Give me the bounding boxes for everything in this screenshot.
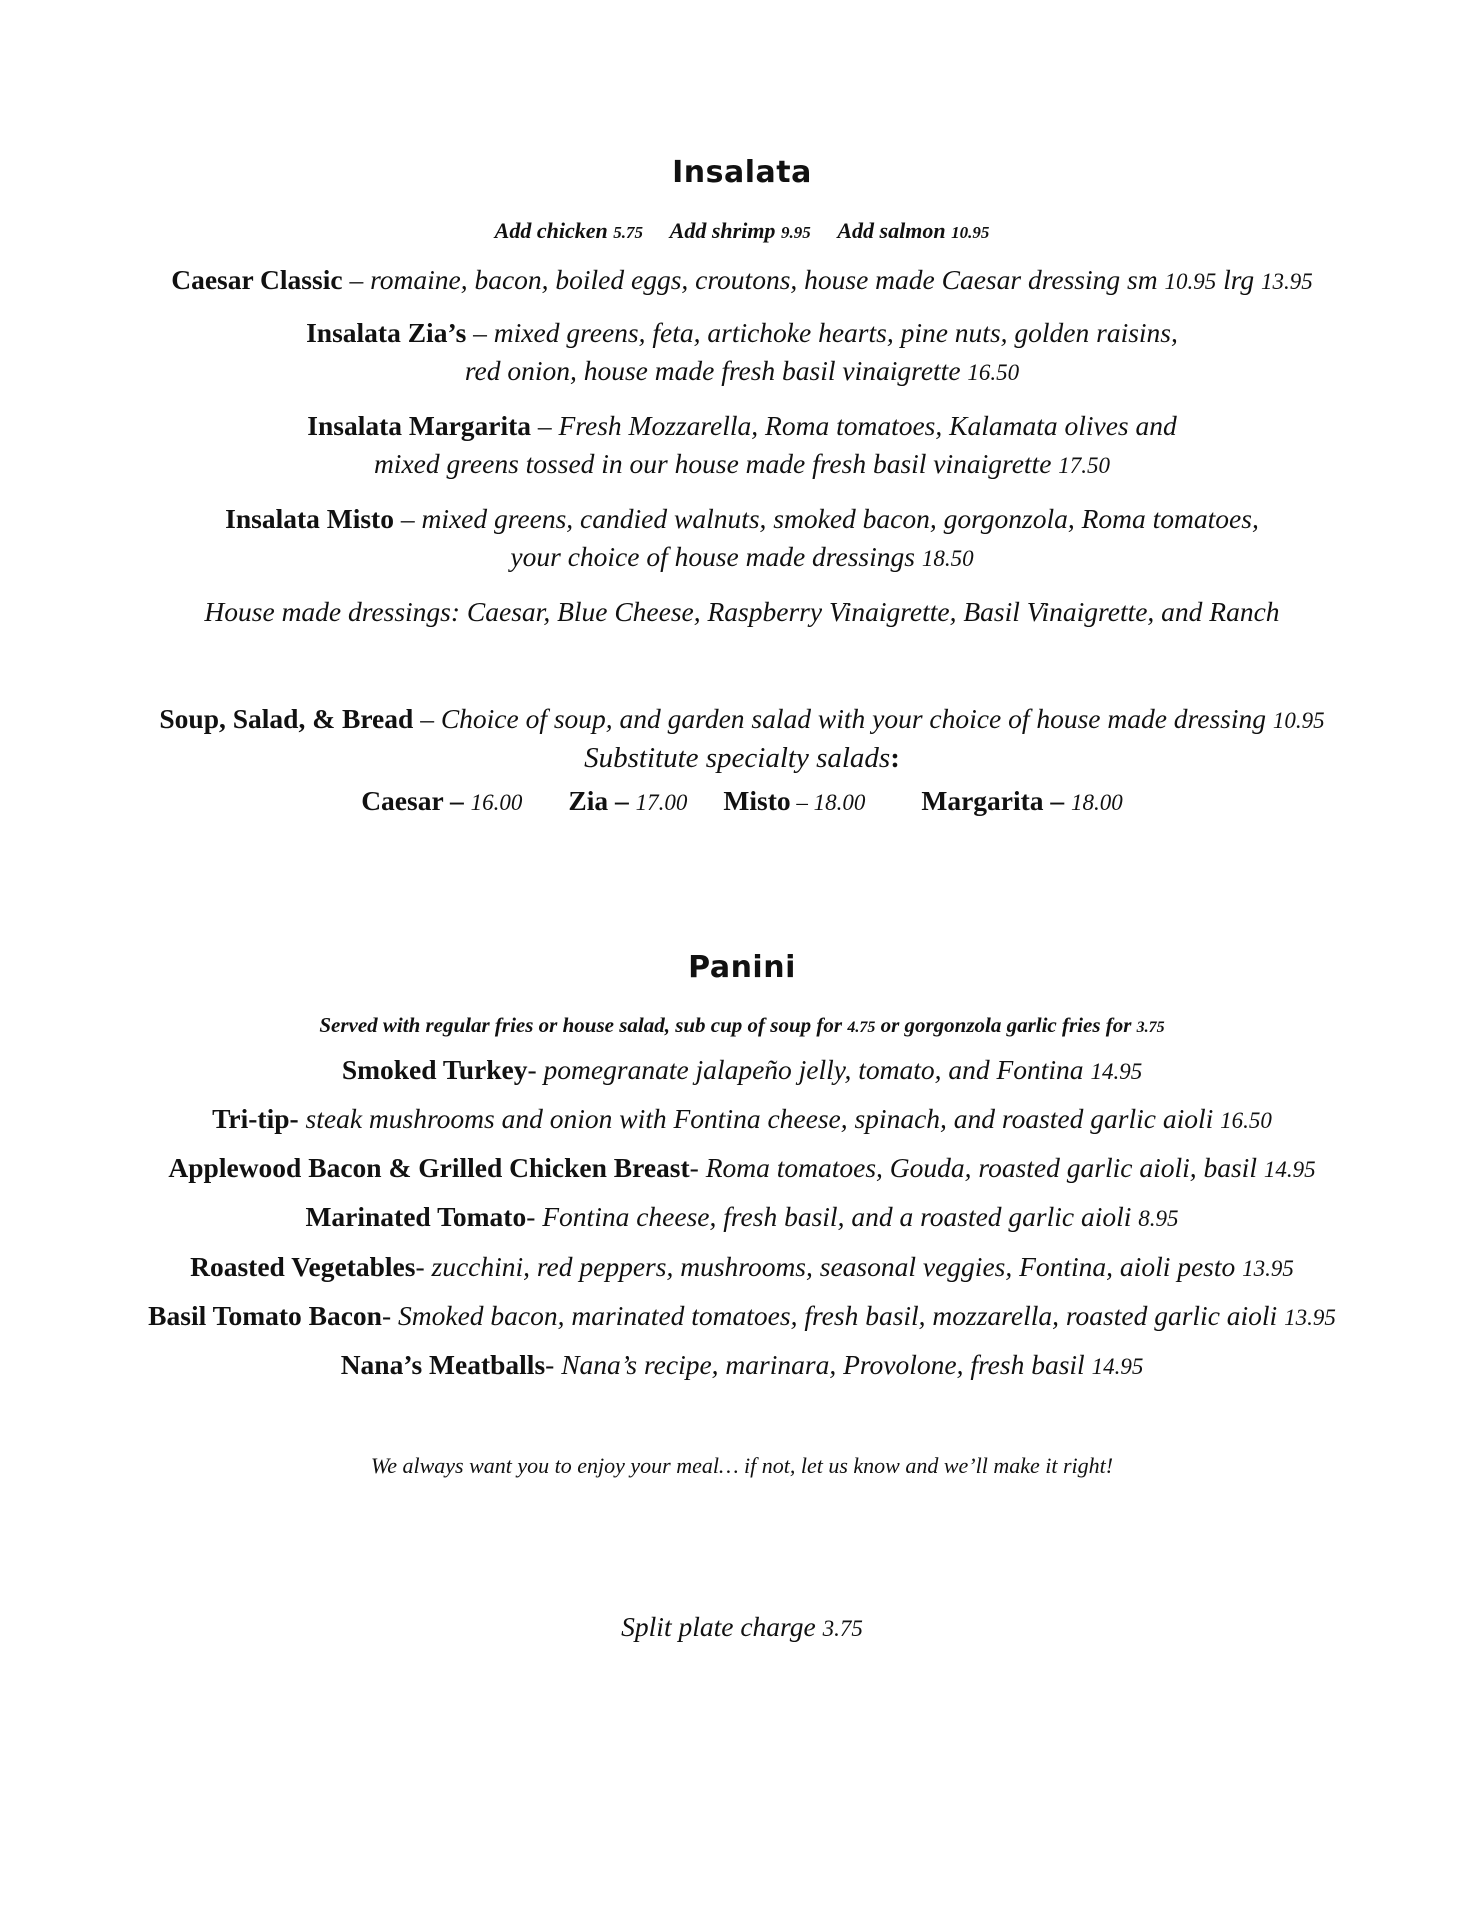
substitute-label: Substitute specialty salads <box>584 742 891 774</box>
insalata-addons <box>60 218 1424 244</box>
item-desc: – Choice of soup, and garden salad with your choice of house made dressing <box>413 703 1273 734</box>
addon-salmon-label: Add salmon <box>837 218 946 243</box>
insalata-heading: Insalata <box>672 155 812 190</box>
panini-item <box>60 1151 1424 1184</box>
panini-item <box>60 1200 1424 1233</box>
addon-salmon-price: 10.95 <box>951 223 990 242</box>
sub-zia-price: 17.00 <box>635 790 688 815</box>
item-name: Smoked Turkey <box>341 1054 528 1085</box>
item-price-small: 10.95 <box>1164 269 1217 294</box>
item-name: Marinated Tomato <box>305 1201 527 1232</box>
sub-misto-sep: – <box>790 790 814 815</box>
item-desc: – mixed greens, candied walnuts, smoked bacon, gorgonzola, Roma tomatoes, <box>393 503 1259 534</box>
item-price: 14.95 <box>1091 1354 1144 1379</box>
split-plate-charge <box>60 1610 1424 1643</box>
item-name: Insalata Misto <box>225 503 394 534</box>
insalata-zias-item <box>60 316 1424 349</box>
item-desc: – mixed greens, feta, artichoke hearts, pine nuts, golden raisins, <box>466 317 1178 348</box>
item-price: 16.50 <box>1220 1108 1272 1133</box>
item-name: Insalata Zia’s <box>306 317 467 348</box>
sub-zia-name: Zia – <box>568 785 636 816</box>
addon-chicken-label: Add chicken <box>494 218 608 243</box>
item-desc: - Roma tomatoes, Gouda, roasted garlic aioli, basil <box>689 1152 1264 1183</box>
item-name: Soup, Salad, & Bread <box>159 703 414 734</box>
item-name: Nana’s Meatballs <box>340 1349 546 1380</box>
substitute-colon: : <box>890 742 900 774</box>
caesar-classic-item <box>60 263 1424 296</box>
satisfaction-note: We always want you to enjoy your meal… if not, let us know and we’ll make it right! <box>370 1453 1114 1478</box>
item-name: Tri-tip- <box>212 1103 299 1134</box>
item-price: 14.95 <box>1263 1157 1316 1182</box>
soup-salad-bread-item <box>60 702 1424 735</box>
item-name: Basil Tomato Bacon <box>148 1300 382 1331</box>
sub-caesar-price: 16.00 <box>470 790 523 815</box>
addon-shrimp-label: Add shrimp <box>669 218 776 243</box>
item-name: Insalata Margarita <box>307 410 532 441</box>
item-desc: - Fontina cheese, fresh basil, and a roasted garlic aioli <box>526 1201 1139 1232</box>
dressings-note <box>60 595 1424 628</box>
item-price-large: 13.95 <box>1261 269 1313 294</box>
sub-misto-name: Misto <box>723 785 791 816</box>
item-desc: - pomegranate jalapeño jelly, tomato, and Fontina <box>527 1054 1091 1085</box>
insalata-margarita-item-cont <box>60 447 1424 480</box>
item-price: 13.95 <box>1242 1256 1294 1281</box>
item-desc: – romaine, bacon, boiled eggs, croutons, house made Caesar dressing sm <box>342 264 1165 295</box>
item-desc: mixed greens tossed in our house made fresh basil vinaigrette <box>373 448 1059 479</box>
item-price: 14.95 <box>1090 1059 1143 1084</box>
panini-item <box>60 1053 1424 1086</box>
item-size-label: lrg <box>1216 264 1262 295</box>
item-name: Roasted Vegetables <box>190 1251 416 1282</box>
item-price: 8.95 <box>1138 1206 1179 1231</box>
panini-item <box>60 1102 1424 1135</box>
sub-caesar-name: Caesar – <box>361 785 471 816</box>
split-price: 3.75 <box>822 1616 863 1641</box>
item-desc: – Fresh Mozzarella, Roma tomatoes, Kalamata olives and <box>531 410 1177 441</box>
substitute-heading <box>60 741 1424 776</box>
addon-shrimp-price: 9.95 <box>780 223 811 242</box>
note-text: or gorgonzola garlic fries for <box>875 1013 1137 1037</box>
item-price: 18.50 <box>921 546 974 571</box>
item-desc: - zucchini, red peppers, mushrooms, seasonal veggies, Fontina, aioli pesto <box>415 1251 1243 1282</box>
sub-misto-price: 18.00 <box>813 790 866 815</box>
addon-chicken-price: 5.75 <box>613 223 643 242</box>
panini-item <box>60 1250 1424 1283</box>
panini-item <box>60 1348 1424 1381</box>
note-fries-price: 3.75 <box>1136 1019 1165 1036</box>
item-price: 16.50 <box>967 360 1020 385</box>
item-desc: red onion, house made fresh basil vinaigrette <box>464 355 968 386</box>
dressings-text: House made dressings: Caesar, Blue Cheese, Raspberry Vinaigrette, Basil Vinaigrette, and Ranch <box>204 596 1280 627</box>
item-price: 17.50 <box>1058 453 1111 478</box>
panini-item <box>60 1299 1424 1332</box>
item-name: Applewood Bacon & Grilled Chicken Breast <box>168 1152 690 1183</box>
panini-sides-note <box>60 1013 1424 1038</box>
note-text: Served with regular fries or house salad, sub cup of soup for <box>319 1013 848 1037</box>
item-price: 10.95 <box>1272 708 1325 733</box>
split-label: Split plate charge <box>621 1611 823 1642</box>
insalata-margarita-item <box>60 409 1424 442</box>
item-desc: - Nana’s recipe, marinara, Provolone, fresh basil <box>545 1349 1092 1380</box>
panini-heading: Panini <box>688 950 796 985</box>
substitute-options <box>60 784 1424 817</box>
item-desc: steak mushrooms and onion with Fontina cheese, spinach, and roasted garlic aioli <box>298 1103 1221 1134</box>
item-desc: your choice of house made dressings <box>510 541 922 572</box>
sub-margarita-price: 18.00 <box>1071 790 1123 815</box>
item-desc: - Smoked bacon, marinated tomatoes, fresh basil, mozzarella, roasted garlic aioli <box>381 1300 1285 1331</box>
sub-margarita-name: Margarita – <box>921 785 1072 816</box>
insalata-zias-item-cont <box>60 354 1424 387</box>
item-name: Caesar Classic <box>171 264 343 295</box>
note-soup-price: 4.75 <box>847 1019 876 1036</box>
insalata-misto-item-cont <box>60 540 1424 573</box>
insalata-misto-item <box>60 502 1424 535</box>
item-price: 13.95 <box>1284 1305 1336 1330</box>
